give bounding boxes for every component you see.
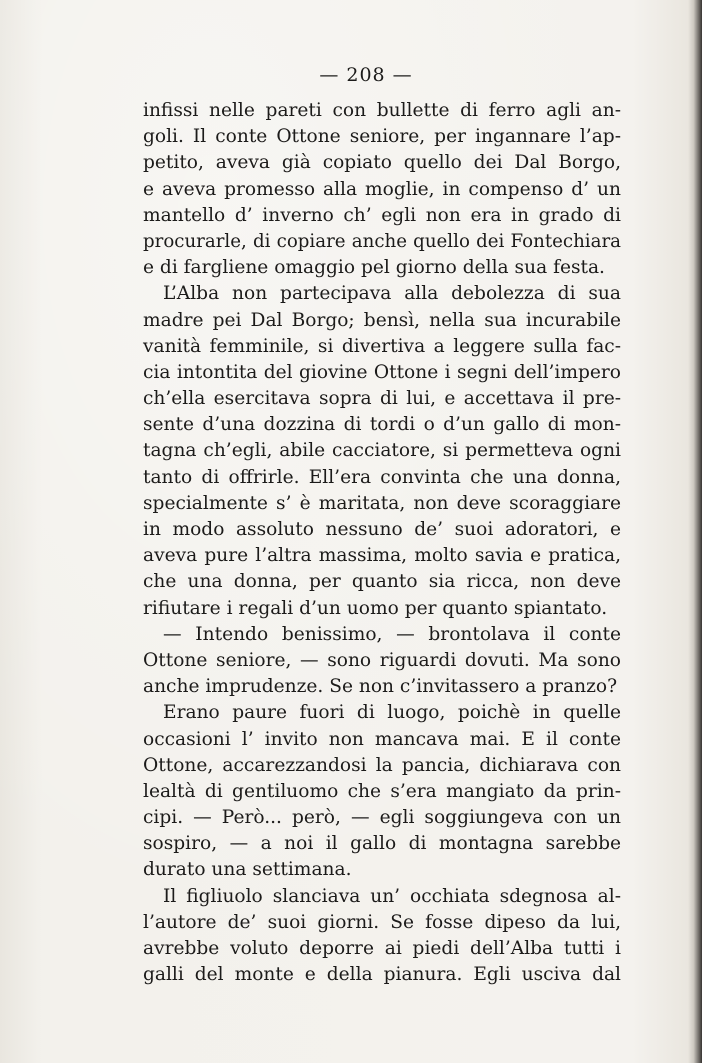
text-line: specialmente s’ è maritata, non deve scoraggiare: [143, 492, 621, 514]
text-line: cipi. — Però... però, — egli soggiungeva con un: [143, 807, 621, 829]
text-line: e aveva promesso alla moglie, in compenso d’ un: [143, 178, 621, 200]
text-line: e di fargliene omaggio pel giorno della sua festa.: [143, 257, 605, 279]
text-line: Ottone seniore, — sono riguardi dovuti. Ma sono: [143, 649, 621, 671]
page-binding-shadow: [688, 0, 702, 1063]
text-line: L’Alba non partecipava alla debolezza di sua: [163, 283, 621, 305]
text-line: mantello d’ inverno ch’ egli non era in grado di: [143, 204, 621, 226]
text-line: — Intendo benissimo, — brontolava il conte: [163, 623, 621, 645]
text-line: Ottone, accarezzandosi la pancia, dichiarava con: [143, 754, 621, 776]
text-line: sospiro, — a noi il gallo di montagna sarebbe: [143, 833, 621, 855]
text-line: occasioni l’ invito non mancava mai. E il conte: [143, 728, 621, 750]
text-line: Il figliuolo slanciava un’ occhiata sdegnosa al-: [163, 885, 621, 907]
text-line: aveva pure l’altra massima, molto savia e pratica,: [143, 545, 621, 567]
text-line: galli del monte e della pianura. Egli usciva dal: [143, 964, 621, 986]
text-line: durato una settimana.: [143, 859, 352, 881]
text-line: madre pei Dal Borgo; bensì, nella sua incurabile: [143, 309, 621, 331]
text-line: in modo assoluto nessuno de’ suoi adoratori, e: [143, 519, 621, 540]
text-line: procurarle, di copiare anche quello dei Fontechiara: [143, 230, 621, 252]
text-line: Erano paure fuori di luogo, poichè in quelle: [163, 702, 621, 724]
text-line: ch’ella esercitava sopra di lui, e accettava il pre-: [143, 388, 621, 410]
page-number: — 208 —: [319, 64, 413, 86]
text-line: sente d’una dozzina di tordi o d’un gallo di mon-: [143, 414, 621, 436]
text-line: goli. Il conte Ottone seniore, per ingannare l’ap-: [143, 126, 621, 148]
text-line: infissi nelle pareti con bullette di ferro agli an-: [143, 100, 621, 121]
text-line: cia intontita del giovine Ottone i segni dell’impero: [143, 361, 621, 383]
text-line: avrebbe voluto deporre ai piedi dell’Alba tutti i: [143, 938, 621, 959]
text-line: vanità femminile, si divertiva a leggere sulla fac-: [143, 335, 621, 357]
text-line: rifiutare i regali d’un uomo per quanto spiantato.: [143, 597, 608, 619]
body-text: [143, 98, 621, 988]
text-line: anche imprudenze. Se non c’invitassero a pranzo?: [143, 676, 618, 698]
text-line: lealtà di gentiluomo che s’era mangiato da prin-: [143, 780, 621, 802]
text-line: tagna ch’egli, abile cacciatore, si permetteva ogni: [143, 440, 621, 462]
text-line: petito, aveva già copiato quello dei Dal Borgo,: [143, 152, 621, 174]
text-line: l’autore de’ suoi giorni. Se fosse dipeso da lui,: [143, 911, 621, 933]
text-line: tanto di offrirle. Ell’era convinta che una donna,: [143, 466, 621, 488]
text-line: che una donna, per quanto sia ricca, non deve: [143, 571, 621, 593]
